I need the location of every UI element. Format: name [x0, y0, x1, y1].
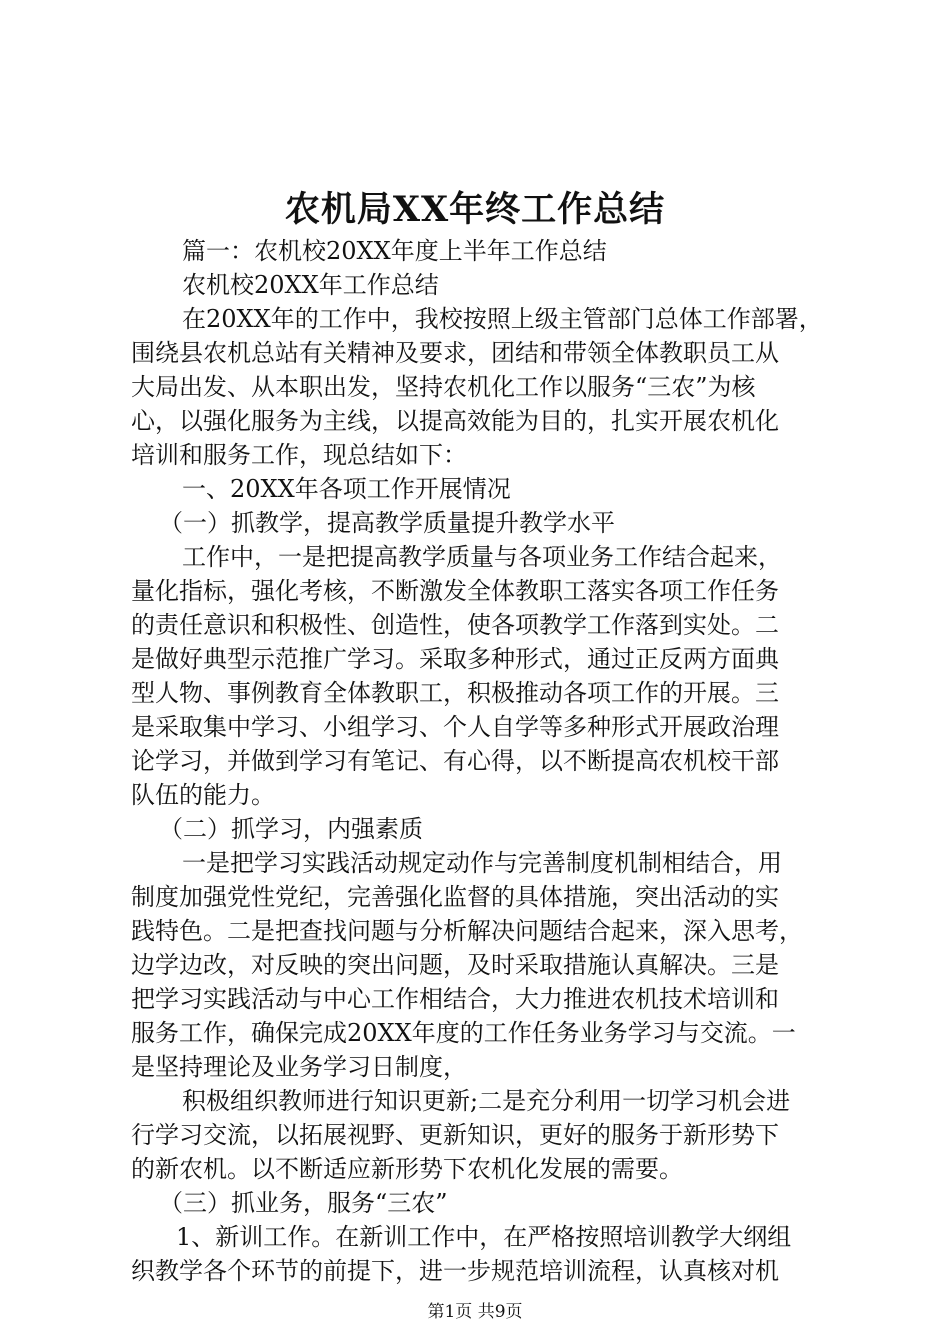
text-line: 服务工作，确保完成20XX年度的工作任务业务学习与交流。一: [131, 1019, 796, 1047]
text-line: 一是把学习实践活动规定动作与完善制度机制相结合，用: [182, 849, 782, 877]
text-line: 围绕县农机总站有关精神及要求，团结和带领全体教职员工从: [131, 339, 779, 367]
text-line: （一）抓教学，提高教学质量提升教学水平: [159, 509, 615, 537]
text-line: 1、新训工作。在新训工作中，在严格按照培训教学大纲组: [176, 1223, 792, 1251]
text-line: 制度加强党性党纪，完善强化监督的具体措施，突出活动的实: [131, 883, 779, 911]
text-line: 的责任意识和积极性、创造性，使各项教学工作落到实处。二: [131, 611, 779, 639]
text-line: 工作中，一是把提高教学质量与各项业务工作结合起来，: [182, 543, 782, 571]
text-line: 量化指标，强化考核，不断激发全体教职工落实各项工作任务: [131, 577, 779, 605]
text-line: 一、20XX年各项工作开展情况: [182, 475, 511, 503]
text-line: 是采取集中学习、小组学习、个人自学等多种形式开展政治理: [131, 713, 779, 741]
text-line: 的新农机。以不断适应新形势下农机化发展的需要。: [131, 1155, 683, 1183]
text-line: （二）抓学习，内强素质: [159, 815, 423, 843]
text-line: 边学边改，对反映的突出问题，及时采取措施认真解决。三是: [131, 951, 779, 979]
text-line: 是做好典型示范推广学习。采取多种形式，通过正反两方面典: [131, 645, 779, 673]
text-line: 队伍的能力。: [131, 781, 275, 809]
text-line: 积极组织教师进行知识更新;二是充分利用一切学习机会进: [182, 1087, 791, 1115]
text-line: 农机校20XX年工作总结: [182, 271, 439, 299]
text-line: 心，以强化服务为主线，以提高效能为目的，扎实开展农机化: [131, 407, 779, 435]
text-line: 行学习交流，以拓展视野、更新知识，更好的服务于新形势下: [131, 1121, 779, 1149]
text-line: 型人物、事例教育全体教职工，积极推动各项工作的开展。三: [131, 679, 779, 707]
page-footer: 第1页 共9页: [427, 1302, 523, 1322]
text-line: （三）抓业务，服务“三农”: [159, 1189, 448, 1217]
text-line: 织教学各个环节的前提下，进一步规范培训流程，认真核对机: [131, 1257, 779, 1285]
text-line: 篇一：农机校20XX年度上半年工作总结: [182, 237, 607, 265]
text-line: 在20XX年的工作中，我校按照上级主管部门总体工作部署，: [182, 305, 823, 333]
text-line: 是坚持理论及业务学习日制度，: [131, 1053, 467, 1081]
page-title: 农机局XX年终工作总结: [284, 189, 666, 230]
text-line: 培训和服务工作，现总结如下：: [131, 441, 467, 469]
text-line: 把学习实践活动与中心工作相结合，大力推进农机技术培训和: [131, 985, 779, 1013]
text-line: 大局出发、从本职出发，坚持农机化工作以服务“三农”为核: [131, 373, 756, 401]
text-line: 践特色。二是把查找问题与分析解决问题结合起来，深入思考，: [131, 917, 803, 945]
text-line: 论学习，并做到学习有笔记、有心得，以不断提高农机校干部: [131, 747, 779, 775]
